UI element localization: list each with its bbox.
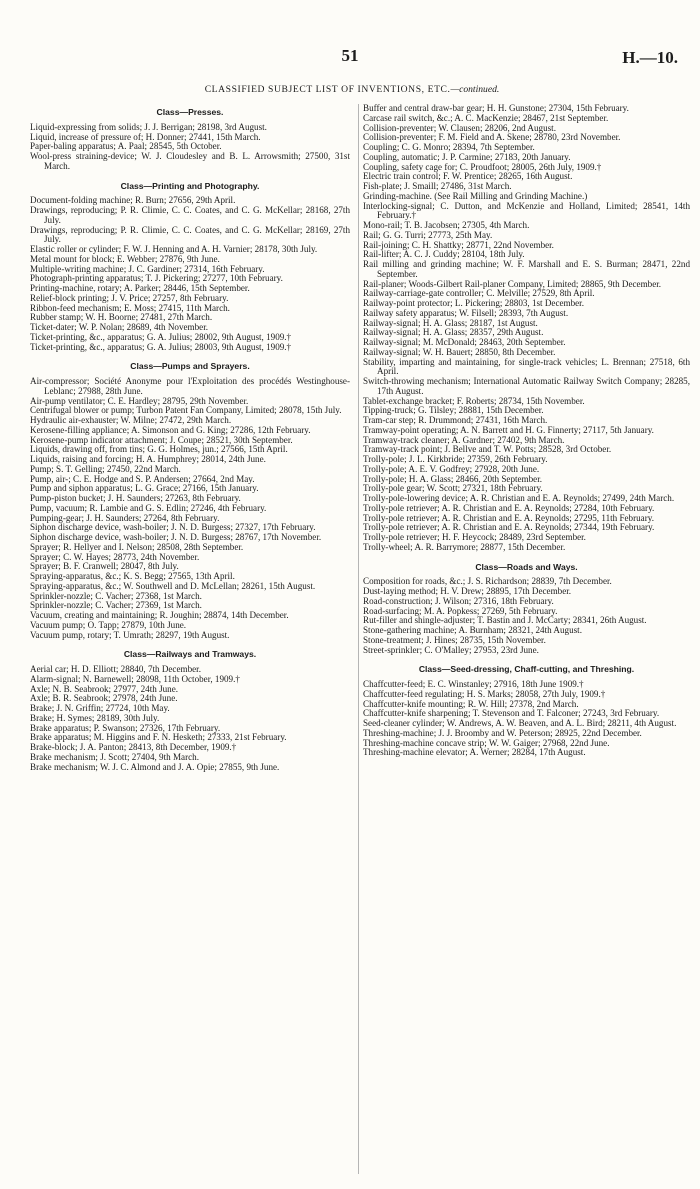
list-entry: Alarm-signal; N. Barnewell; 28098, 11th October, 1909.†	[30, 673, 240, 684]
list-entry: Buffer and central draw-bar gear; H. H. Gunstone; 27304, 15th February.	[363, 103, 629, 113]
list-entry: Hydraulic air-exhauster; W. Milne; 27472, 29th March.	[30, 415, 232, 425]
list-entry: Tramway-track point; J. Bellve and T. W. Potts; 28528, 3rd October.	[363, 444, 612, 455]
list-entry: Trolly-pole retriever; H. F. Heycock; 28489, 23rd September.	[363, 532, 586, 542]
list-entry: Spraying-apparatus, &c.; W. Southwell and D. McLellan; 28261, 15th August.	[30, 580, 316, 591]
list-entry: Chaffcutter-knife mounting; R. W. Hill; 27378, 2nd March.	[363, 698, 579, 709]
list-entry: Railway-signal; H. A. Glass; 28357, 29th August.	[363, 327, 544, 338]
list-entry: Seed-cleaner cylinder; W. Andrews, A. W. Beaven, and A. L. Bird; 28211, 4th August.	[363, 718, 677, 728]
list-entry: Siphon discharge device, wash-boiler; J. N. D. Burgess; 28767, 17th November.	[30, 532, 322, 542]
page-title-continued: —continued.	[450, 84, 500, 95]
list-entry: Vacuum pump, rotary; T. Umrath; 28297, 19th August.	[30, 629, 230, 640]
list-entry: Brake mechanism; J. Scott; 27404, 9th March.	[30, 751, 199, 762]
list-entry: Trolly-pole-lowering device; A. R. Christian and E. A. Reynolds; 27499, 24th March.	[363, 493, 675, 503]
list-entry: Trolly-pole; A. E. V. Godfrey; 27928, 20th June.	[363, 463, 540, 474]
list-entry: Siphon discharge device, wash-boiler; J. N. D. Burgess; 27327, 17th February.	[30, 522, 316, 533]
list-entry: Pump and siphon apparatus; L. G. Grace; 27166, 15th January.	[30, 483, 259, 494]
left-column	[30, 106, 350, 772]
list-entry: Chaffcutter-feed regulating; H. S. Marks; 28058, 27th July, 1909.†	[363, 688, 606, 699]
document-reference: H.—10.	[622, 48, 678, 67]
list-entry: Collision-preventer; W. Clausen; 28206, 2nd August.	[363, 122, 556, 133]
list-entry: Trolly-pole retriever; A. R. Christian and E. A. Reynolds; 27344, 19th February.	[363, 522, 655, 533]
list-entry: Sprinkler-nozzle; C. Vacher; 27368, 1st March.	[30, 590, 202, 601]
list-entry: Pumping-gear; J. H. Saunders; 27264, 8th February.	[30, 512, 220, 523]
list-entry: Mono-rail; T. B. Jacobsen; 27305, 4th March.	[363, 220, 530, 230]
list-entry: Vacuum, creating and maintaining; R. Joughin; 28874, 14th December.	[30, 610, 289, 620]
list-entry: Tramway-point operating; A. N. Barrett and H. G. Finnerty; 27117, 5th January.	[363, 424, 654, 435]
list-entry: Railway-signal; M. McDonald; 28463, 20th September.	[363, 337, 566, 347]
list-entry: Metal mount for block; E. Webber; 27876, 9th June.	[30, 253, 220, 264]
list-entry: Dust-laying method; H. V. Drew; 28895, 17th December.	[363, 586, 572, 596]
section-heading-seed: Class—Seed-dressing, Chaff-cutting, and Threshing.	[418, 664, 635, 675]
list-entry: Document-folding machine; R. Burn; 27656, 29th April.	[30, 195, 236, 206]
list-entry: Carcase rail switch, &c.; A. C. MacKenzie; 28467, 21st September.	[363, 112, 609, 123]
section-heading-printing: Class—Printing and Photography.	[120, 180, 260, 191]
list-entry: Brake-block; J. A. Panton; 28413, 8th December, 1909.†	[30, 742, 237, 752]
list-entry: Coupling, safety cage for; C. Proudfoot; 28005, 26th July, 1909.†	[363, 161, 602, 172]
list-entry: Brake; J. N. Griffin; 27724, 10th May.	[30, 703, 170, 713]
list-entry: Trolly-wheel; A. R. Barrymore; 28877, 15th December.	[363, 541, 566, 552]
list-entry: Switch-throwing mechanism; International Automatic Railway Switch Company; 28285, 17th August.	[363, 376, 690, 396]
list-entry: Pump-piston bucket; J. H. Saunders; 27263, 8th February.	[30, 493, 241, 503]
list-entry: Ribbon-feed mechanism; E. Moss; 27415, 11th March.	[30, 302, 230, 313]
list-entry: Rail-joining; C. H. Shattky; 28771, 22nd November.	[363, 239, 554, 250]
list-entry: Electric train control; F. W. Prentice; 28265, 16th August.	[363, 171, 573, 182]
list-entry: Coupling, automatic; J. P. Carmine; 27183, 20th January.	[363, 151, 571, 162]
list-entry: Grinding-machine. (See Rail Milling and Grinding Machine.)	[363, 190, 588, 201]
list-entry: Drawings, reproducing; P. R. Climie, C. C. Coates, and C. G. McKellar; 28168, 27th July.	[30, 205, 350, 225]
list-entry: Relief-block printing; J. V. Price; 27257, 8th February.	[30, 292, 229, 303]
list-entry: Trolly-pole retriever; A. R. Christian and E. A. Reynolds; 27295, 11th February.	[363, 512, 654, 523]
list-entry: Air-pump ventilator; C. E. Hardley; 28795, 29th November.	[30, 395, 249, 406]
list-entry: Tipping-truck; G. Tilsley; 28881, 15th December.	[363, 405, 544, 416]
list-entry: Axle; N. B. Seabrook; 27977, 24th June.	[30, 683, 179, 694]
list-entry: Centrifugal blower or pump; Turbon Patent Fan Company, Limited; 28078, 15th July.	[30, 405, 342, 416]
list-entry: Chaffcutter-knife sharpening; T. Stevenson and T. Falconer; 27243, 3rd February.	[363, 708, 660, 719]
list-entry: Rail-lifter; A. C. J. Cuddy; 28104, 18th July.	[363, 249, 525, 260]
section-roads	[363, 577, 690, 655]
page-title	[92, 84, 612, 95]
list-entry: Brake apparatus; P. Swanson; 27326, 17th February.	[30, 722, 221, 733]
list-entry: Liquid-expressing from solids; J. J. Berrigan; 28198, 3rd August.	[30, 121, 267, 132]
list-entry: Trolly-pole; J. L. Kirkbride; 27359, 26th February.	[363, 454, 548, 464]
list-entry: Tramway-track cleaner; A. Gardner; 27402, 9th March.	[363, 434, 565, 445]
list-entry: Chaffcutter-feed; E. C. Winstanley; 27916, 18th June 1909.†	[363, 679, 584, 689]
list-entry: Railway-point protector; L. Pickering; 28803, 1st December.	[363, 298, 584, 308]
list-entry: Composition for roads, &c.; J. S. Richardson; 28839, 7th December.	[363, 576, 612, 587]
section-presses	[30, 123, 350, 172]
list-entry: Wool-press straining-device; W. J. Cloudesley and B. L. Arrowsmith; 27500, 31st March.	[30, 151, 350, 171]
list-entry: Threshing-machine; J. J. Broomby and W. Peterson; 28925, 22nd December.	[363, 727, 642, 738]
list-entry: Railway-signal; W. H. Bauert; 28850, 8th December.	[363, 346, 556, 357]
list-entry: Stone-treatment; J. Hines; 28735, 15th November.	[363, 634, 546, 645]
list-entry: Rut-filler and shingle-adjuster; T. Bastin and J. McCarty; 28341, 26th August.	[363, 615, 647, 626]
section-seed	[363, 680, 690, 758]
list-entry: Road-surfacing; M. A. Popkess; 27269, 5th February.	[363, 605, 558, 616]
page-number: 51	[341, 46, 359, 65]
list-entry: Aerial car; H. D. Elliott; 28840, 7th December.	[30, 664, 201, 674]
list-entry: Fish-plate; J. Smaill; 27486, 31st March.	[363, 181, 512, 191]
list-entry: Tablet-exchange bracket; F. Roberts; 28734, 15th November.	[363, 395, 585, 406]
list-entry: Pump, vacuum; R. Lambie and G. S. Edlin; 27246, 4th February.	[30, 502, 267, 513]
list-entry: Railway safety apparatus; W. Filsell; 28393, 7th August.	[363, 307, 569, 318]
list-entry: Brake apparatus; M. Higgins and F. N. Hesketh; 27333, 21st February.	[30, 732, 287, 743]
list-entry: Interlocking-signal; C. Dutton, and McKenzie and Holland, Limited; 28541, 14th February.†	[363, 200, 690, 221]
list-entry: Collision-preventer; F. M. Field and A. Skene; 28780, 23rd November.	[363, 132, 621, 143]
list-entry: Vacuum pump; O. Tapp; 27879, 10th June.	[30, 619, 187, 630]
list-entry: Sprinkler-nozzle; C. Vacher; 27369, 1st March.	[30, 600, 202, 611]
list-entry: Threshing-machine elevator; A. Werner; 28284, 17th August.	[363, 747, 586, 758]
list-entry: Spraying-apparatus, &c.; K. S. Begg; 27565, 13th April.	[30, 571, 235, 581]
list-entry: Elastic roller or cylinder; F. W. J. Henning and A. H. Varnier; 28178, 30th July.	[30, 244, 318, 254]
list-entry: Printing-machine, rotary; A. Parker; 28446, 15th September.	[30, 283, 250, 293]
list-entry: Pump, air-; C. E. Hodge and S. P. Andersen; 27664, 2nd May.	[30, 473, 255, 484]
list-entry: Sprayer; B. F. Cranwell; 28047, 8th July.	[30, 561, 179, 572]
list-entry: Trolly-pole retriever; A. R. Christian and E. A. Reynolds; 27284, 10th February.	[363, 502, 655, 513]
list-entry: Liquids, drawing off, from tins; G. G. Holmes, jun.; 27566, 15th April.	[30, 444, 288, 455]
section-printing	[30, 196, 350, 352]
list-entry: Rail-planer; Woods-Gilbert Rail-planer Company, Limited; 28865, 9th December.	[363, 278, 662, 289]
section-heading-railways: Class—Railways and Tramways.	[123, 649, 257, 660]
list-entry: Railway-carriage-gate controller; C. Melville; 27529, 8th April.	[363, 288, 595, 299]
list-entry: Kerosene-pump indicator attachment; J. Coupe; 28521, 30th September.	[30, 434, 293, 445]
list-entry: Brake; H. Symes; 28189, 30th July.	[30, 712, 160, 723]
list-entry: Street-sprinkler; C. O'Malley; 27953, 23rd June.	[363, 644, 539, 655]
list-entry: Paper-baling apparatus; A. Paal; 28545, 5th October.	[30, 141, 222, 152]
list-entry: Rail; G. G. Turri; 27773, 25th May.	[363, 229, 493, 240]
list-entry: Liquid, increase of pressure of; H. Donner; 27441, 15th March.	[30, 131, 261, 142]
list-entry: Rail milling and grinding machine; W. F. Marshall and E. S. Burman; 28471, 22nd September.	[363, 259, 690, 279]
section-heading-roads: Class—Roads and Ways.	[475, 561, 578, 572]
section-railways-continued	[363, 104, 690, 553]
list-entry: Trolly-pole gear; W. Scott; 27321, 18th February.	[363, 483, 543, 494]
list-entry: Stability, imparting and maintaining, for single-track vehicles; L. Brennan; 27518, 6th April.	[363, 356, 690, 377]
right-column	[358, 104, 690, 1174]
section-pumps	[30, 377, 350, 640]
section-heading-pumps: Class—Pumps and Sprayers.	[130, 361, 250, 372]
section-heading-presses: Class—Presses.	[156, 107, 224, 117]
list-entry: Drawings, reproducing; P. R. Climie, C. C. Coates, and C. G. McKellar; 28169, 27th July.	[30, 224, 350, 245]
list-entry: Multiple-writing machine; J. C. Gardiner; 27314, 16th February.	[30, 263, 265, 274]
list-entry: Ticket-printing, &c., apparatus; G. A. Julius; 28002, 9th August, 1909.†	[30, 331, 292, 342]
list-entry: Tram-car step; R. Drummond; 27431, 16th March.	[363, 415, 548, 425]
list-entry: Air-compressor; Société Anonyme pour l'Exploitation des procédés Westinghouse-Leblanc; 27988, 28th June.	[30, 376, 350, 396]
list-entry: Trolly-pole; H. A. Glass; 28466, 20th September.	[363, 473, 543, 484]
list-entry: Rubber stamp; W. H. Boorne; 27481, 27th March.	[30, 312, 213, 323]
list-entry: Brake mechanism; W. J. C. Almond and J. A. Opie; 27855, 9th June.	[30, 761, 280, 772]
list-entry: Stone-gathering machine; A. Burnham; 28321, 24th August.	[363, 625, 582, 635]
list-entry: Ticket-dater; W. P. Nolan; 28689, 4th November.	[30, 322, 208, 332]
list-entry: Sprayer; R. Hellyer and I. Nelson; 28508, 28th September.	[30, 541, 244, 552]
list-entry: Kerosene-filling appliance; A. Simonson and G. King; 27286, 12th February.	[30, 424, 311, 435]
list-entry: Pump; S. T. Gelling; 27450, 22nd March.	[30, 463, 181, 474]
list-entry: Liquids, raising and forcing; H. A. Humphrey; 28014, 24th June.	[30, 454, 266, 464]
list-entry: Sprayer; C. W. Hayes; 28773, 24th November.	[30, 551, 200, 562]
section-railways	[30, 665, 350, 772]
list-entry: Threshing-machine concave strip; W. W. Gaiger; 27968, 22nd June.	[363, 737, 610, 748]
list-entry: Ticket-printing, &c., apparatus; G. A. Julius; 28003, 9th August, 1909.†	[30, 341, 292, 352]
list-entry: Photograph-printing apparatus; T. J. Pickering; 27277, 10th February.	[30, 273, 283, 284]
page-title-text: CLASSIFIED SUBJECT LIST OF INVENTIONS, ETC.	[204, 84, 451, 95]
list-entry: Railway-signal; H. A. Glass; 28187, 1st August.	[363, 317, 538, 328]
list-entry: Coupling; C. G. Monro; 28394, 7th September.	[363, 142, 535, 152]
list-entry: Road-construction; J. Wilson; 27316, 18th February.	[363, 595, 554, 606]
list-entry: Axle; B. R. Seabrook; 27978, 24th June.	[30, 693, 178, 704]
